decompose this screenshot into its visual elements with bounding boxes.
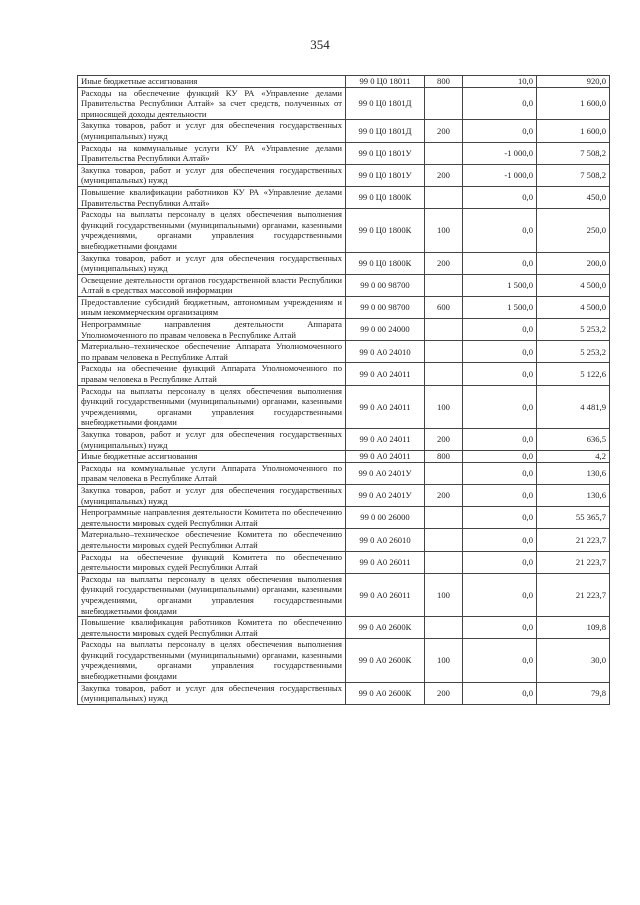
total-amount: 4,2 [537,451,610,463]
row-name: Расходы на выплаты персоналу в целях обеспечения выполнения функций государственными (муниципальными) органами, казенными учреждениями, органами управления государственными внебюджетными фондами [78,639,346,682]
row-name: Закупка товаров, работ и услуг для обеспечения государственных (муниципальных) нужд [78,484,346,506]
total-amount: 200,0 [537,252,610,274]
expense-type-code [425,617,463,639]
row-name: Материально–техническое обеспечение Аппарата Уполномоченного по правам человека в Республике Алтай [78,341,346,363]
row-name: Расходы на выплаты персоналу в целях обеспечения выполнения функций государственными (муниципальными) органами, казенными учреждениями, органами управления государственными внебюджетными фондами [78,209,346,252]
change-amount: 0,0 [463,87,537,120]
target-article-code: 99 0 00 26000 [346,507,425,529]
expense-type-code: 600 [425,296,463,318]
target-article-code: 99 0 А0 2600К [346,617,425,639]
target-article-code: 99 0 00 24000 [346,319,425,341]
total-amount: 920,0 [537,76,610,88]
change-amount: 0,0 [463,385,537,428]
expense-type-code: 200 [425,429,463,451]
target-article-code: 99 0 А0 24011 [346,363,425,385]
target-article-code: 99 0 А0 2401У [346,462,425,484]
target-article-code: 99 0 Ц0 1800К [346,252,425,274]
change-amount: 0,0 [463,252,537,274]
table-row [78,76,610,88]
change-amount: 0,0 [463,484,537,506]
expense-type-code: 200 [425,120,463,142]
change-amount: 0,0 [463,639,537,682]
expense-type-code [425,551,463,573]
table-row [78,385,610,428]
expense-type-code: 100 [425,385,463,428]
table-row [78,319,610,341]
row-name: Иные бюджетные ассигнования [78,76,346,88]
change-amount: 0,0 [463,341,537,363]
target-article-code: 99 0 Ц0 1800К [346,186,425,208]
row-name: Расходы на обеспечение функций КУ РА «Управление делами Правительства Республики Алтай» за счет средств, полученных от приносящей доходы деятельности [78,87,346,120]
total-amount: 21 223,7 [537,551,610,573]
total-amount: 250,0 [537,209,610,252]
total-amount: 79,8 [537,682,610,704]
target-article-code: 99 0 Ц0 18011 [346,76,425,88]
total-amount: 4 500,0 [537,274,610,296]
change-amount: 0,0 [463,363,537,385]
expense-type-code [425,462,463,484]
table-row [78,142,610,164]
total-amount: 30,0 [537,639,610,682]
table-row [78,551,610,573]
target-article-code: 99 0 Ц0 1801Д [346,120,425,142]
change-amount: -1 000,0 [463,164,537,186]
change-amount: 1 500,0 [463,274,537,296]
row-name: Расходы на выплаты персоналу в целях обеспечения выполнения функций государственными (муниципальными) органами, казенными учреждениями, органами управления государственными внебюджетными фондами [78,385,346,428]
table-row [78,274,610,296]
expense-type-code: 800 [425,451,463,463]
total-amount: 130,6 [537,484,610,506]
total-amount: 636,5 [537,429,610,451]
row-name: Закупка товаров, работ и услуг для обеспечения государственных (муниципальных) нужд [78,252,346,274]
change-amount: 1 500,0 [463,296,537,318]
change-amount: -1 000,0 [463,142,537,164]
row-name: Непрограммные направления деятельности Аппарата Уполномоченного по правам человека в Республике Алтай [78,319,346,341]
row-name: Закупка товаров, работ и услуг для обеспечения государственных (муниципальных) нужд [78,429,346,451]
row-name: Закупка товаров, работ и услуг для обеспечения государственных (муниципальных) нужд [78,682,346,704]
row-name: Освещение деятельности органов государственной власти Республики Алтай в средствах массовой информации [78,274,346,296]
target-article-code: 99 0 00 98700 [346,274,425,296]
change-amount: 0,0 [463,120,537,142]
total-amount: 5 253,2 [537,341,610,363]
table-row [78,209,610,252]
target-article-code: 99 0 00 98700 [346,296,425,318]
expense-type-code [425,319,463,341]
target-article-code: 99 0 А0 2401У [346,484,425,506]
total-amount: 7 508,2 [537,164,610,186]
target-article-code: 99 0 Ц0 1801У [346,164,425,186]
table-row [78,296,610,318]
expense-type-code: 200 [425,164,463,186]
row-name: Предоставление субсидий бюджетным, автономным учреждениям и иным некоммерческим организациям [78,296,346,318]
target-article-code: 99 0 Ц0 1800К [346,209,425,252]
expense-type-code [425,142,463,164]
target-article-code: 99 0 А0 2600К [346,682,425,704]
target-article-code: 99 0 А0 24011 [346,429,425,451]
expense-type-code [425,507,463,529]
change-amount: 0,0 [463,682,537,704]
total-amount: 1 600,0 [537,87,610,120]
change-amount: 0,0 [463,429,537,451]
row-name: Закупка товаров, работ и услуг для обеспечения государственных (муниципальных) нужд [78,120,346,142]
table-row [78,462,610,484]
total-amount: 450,0 [537,186,610,208]
table-row [78,429,610,451]
table-row [78,451,610,463]
expense-type-code: 200 [425,252,463,274]
expense-type-code: 100 [425,573,463,616]
target-article-code: 99 0 А0 26011 [346,573,425,616]
total-amount: 55 365,7 [537,507,610,529]
total-amount: 21 223,7 [537,573,610,616]
table-row [78,529,610,551]
budget-table-body [78,76,610,705]
row-name: Материально–техническое обеспечение Комитета по обеспечению деятельности мировых судей Республики Алтай [78,529,346,551]
table-row [78,341,610,363]
target-article-code: 99 0 А0 24011 [346,451,425,463]
table-row [78,617,610,639]
table-row [78,573,610,616]
expense-type-code: 200 [425,484,463,506]
total-amount: 1 600,0 [537,120,610,142]
target-article-code: 99 0 Ц0 1801Д [346,87,425,120]
row-name: Расходы на коммунальные услуги КУ РА «Управление делами Правительства Республики Алтай» [78,142,346,164]
expense-type-code [425,341,463,363]
change-amount: 0,0 [463,529,537,551]
row-name: Расходы на обеспечение функций Аппарата Уполномоченного по правам человека в Республике Алтай [78,363,346,385]
total-amount: 5 253,2 [537,319,610,341]
target-article-code: 99 0 А0 26010 [346,529,425,551]
row-name: Иные бюджетные ассигнования [78,451,346,463]
target-article-code: 99 0 А0 26011 [346,551,425,573]
row-name: Расходы на выплаты персоналу в целях обеспечения выполнения функций государственными (муниципальными) органами, казенными учреждениями, органами управления государственными внебюджетными фондами [78,573,346,616]
row-name: Повышение квалификации работников КУ РА «Управление делами Правительства Республики Алтай» [78,186,346,208]
expense-type-code: 100 [425,639,463,682]
change-amount: 0,0 [463,462,537,484]
expense-type-code [425,363,463,385]
target-article-code: 99 0 Ц0 1801У [346,142,425,164]
page-number: 354 [310,37,330,52]
total-amount: 21 223,7 [537,529,610,551]
table-row [78,682,610,704]
table-row [78,186,610,208]
expense-type-code: 200 [425,682,463,704]
table-row [78,363,610,385]
expense-type-code: 800 [425,76,463,88]
change-amount: 0,0 [463,573,537,616]
row-name: Непрограммные направления деятельности Комитета по обеспечению деятельности мировых судей Республики Алтай [78,507,346,529]
row-name: Повышение квалификация работников Комитета по обеспечению деятельности мировых судей Республики Алтай [78,617,346,639]
change-amount: 0,0 [463,507,537,529]
table-row [78,639,610,682]
target-article-code: 99 0 А0 24011 [346,385,425,428]
target-article-code: 99 0 А0 24010 [346,341,425,363]
total-amount: 7 508,2 [537,142,610,164]
change-amount: 0,0 [463,319,537,341]
total-amount: 5 122,6 [537,363,610,385]
table-row [78,120,610,142]
total-amount: 4 500,0 [537,296,610,318]
change-amount: 0,0 [463,551,537,573]
table-row [78,87,610,120]
total-amount: 4 481,9 [537,385,610,428]
total-amount: 109,8 [537,617,610,639]
table-row [78,252,610,274]
change-amount: 0,0 [463,209,537,252]
row-name: Закупка товаров, работ и услуг для обеспечения государственных (муниципальных) нужд [78,164,346,186]
target-article-code: 99 0 А0 2600К [346,639,425,682]
change-amount: 10,0 [463,76,537,88]
table-row [78,507,610,529]
change-amount: 0,0 [463,617,537,639]
total-amount: 130,6 [537,462,610,484]
expense-type-code [425,186,463,208]
expense-type-code [425,87,463,120]
expense-type-code [425,529,463,551]
row-name: Расходы на коммунальные услуги Аппарата Уполномоченного по правам человека в Республике Алтай [78,462,346,484]
row-name: Расходы на обеспечение функций Комитета по обеспечению деятельности мировых судей Республики Алтай [78,551,346,573]
change-amount: 0,0 [463,186,537,208]
table-row [78,164,610,186]
expense-type-code: 100 [425,209,463,252]
change-amount: 0,0 [463,451,537,463]
expense-type-code [425,274,463,296]
table-row [78,484,610,506]
budget-table [77,75,610,705]
